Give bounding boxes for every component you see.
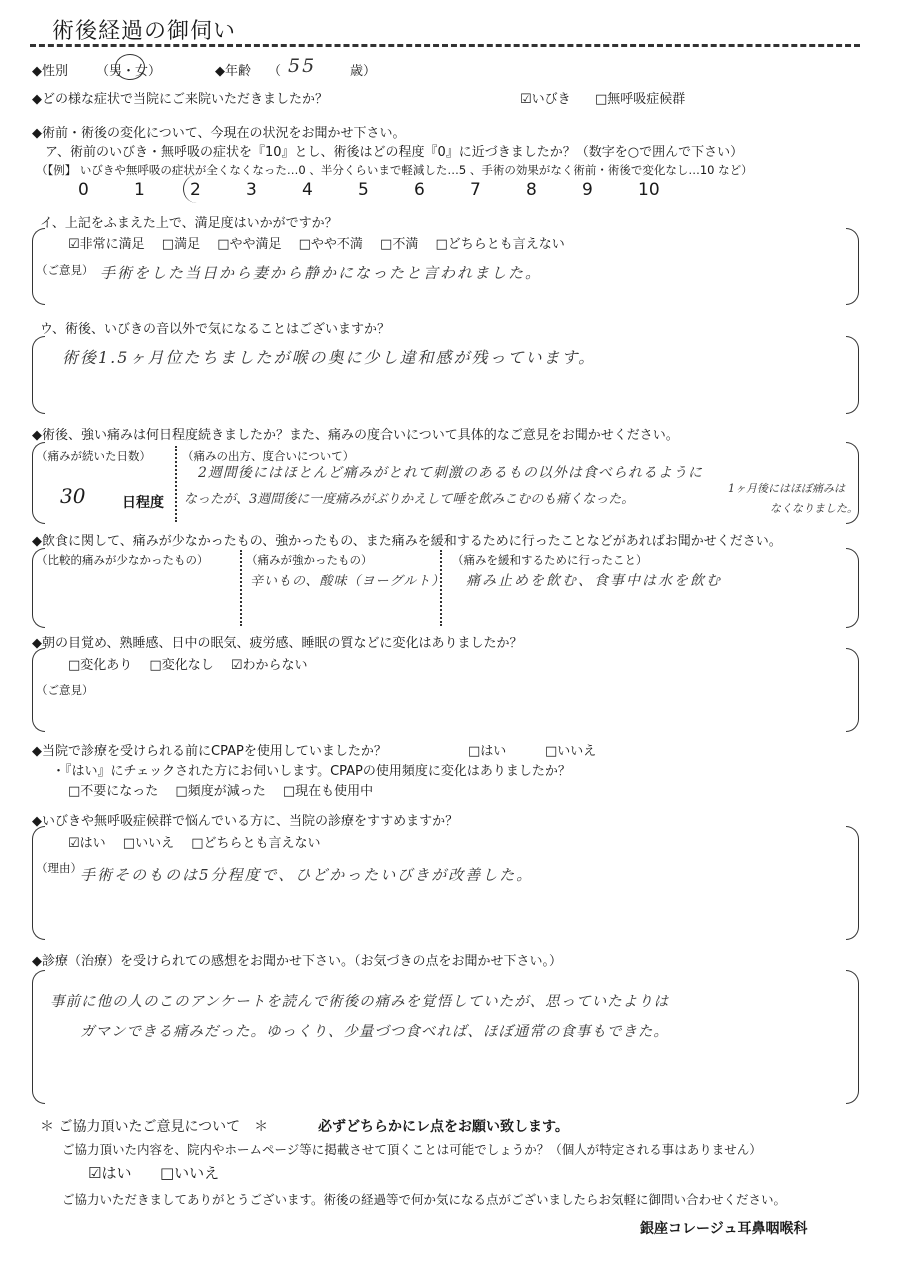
- food-question: ◆飲食に関して、痛みが少なかったもの、強かったもの、また痛みを緩和するために行ったことなどがあればお聞かせください。: [32, 534, 782, 549]
- footer-thanks: ご協力いただきましてありがとうございます。術後の経過等で何か気になる点がございましたらお気軽に御問い合わせください。: [62, 1192, 787, 1207]
- pain-divider: [175, 446, 177, 522]
- scale-2[interactable]: 2: [190, 180, 201, 200]
- age-label: ◆年齢: [215, 64, 251, 79]
- impression-question: ◆診療（治療）を受けられての感想をお聞かせ下さい。（お気づきの点をお聞かせ下さい。）: [32, 954, 562, 969]
- recommend-reason-label: （理由）: [36, 861, 82, 875]
- impression-bracket-right: [846, 970, 859, 1104]
- pain-detail-line3b[interactable]: なくなりました。: [770, 502, 858, 515]
- cpap-frequency-options[interactable]: □不要になった □頻度が減った □現在も使用中: [68, 784, 374, 799]
- change-example: （【例】 いびきや無呼吸の症状が全くなくなった…0 、半分くらいまで軽減した…5 、手術の効果がなく術前・術後で変化なし…10 など）: [36, 163, 753, 177]
- scale-10[interactable]: 10: [638, 180, 660, 200]
- recommend-reason[interactable]: 手術そのものは5分程度で、ひどかったいびきが改善した。: [80, 866, 534, 884]
- pain-question: ◆術後、強い痛みは何日程度続きましたか？また、痛みの度合いについて具体的なご意見をお聞かせください。: [32, 428, 679, 443]
- scale-9[interactable]: 9: [582, 180, 593, 200]
- morning-opinion-label: （ご意見）: [36, 683, 94, 697]
- change-question: ◆術前・術後の変化について、今現在の状況をお聞かせ下さい。: [32, 126, 406, 141]
- morning-question: ◆朝の目覚め、熟睡感、日中の眠気、疲労感、睡眠の質などに変化はありましたか？: [32, 636, 523, 651]
- impression-line1[interactable]: 事前に他の人のこのアンケートを読んで術後の痛みを覚悟していたが、思っていたよりは: [50, 994, 670, 1010]
- scale-6[interactable]: 6: [414, 180, 425, 200]
- clinic-name: 銀座コレージュ耳鼻咽喉科: [640, 1221, 808, 1237]
- food-relief-label: （痛みを緩和するために行ったこと）: [452, 553, 648, 567]
- pain-days-label: （痛みが続いた日数）: [36, 449, 151, 463]
- scale-3[interactable]: 3: [246, 180, 257, 200]
- scale-0[interactable]: 0: [78, 180, 89, 200]
- satisfaction-comment[interactable]: 手術をした当日から妻から静かになったと言われました。: [100, 264, 543, 282]
- food-divider-1: [240, 550, 242, 626]
- recommend-options[interactable]: ☑はい □いいえ □どちらとも言えない: [68, 836, 321, 851]
- pain-detail-label: （痛みの出方、度合いについて）: [182, 449, 355, 463]
- footer-option-yes[interactable]: ☑はい: [88, 1164, 132, 1182]
- change-scale: [78, 180, 694, 200]
- footer-heading: ＊ ご協力頂いたご意見について ＊: [40, 1119, 269, 1135]
- symptom-option-apnea[interactable]: □無呼吸症候群: [595, 92, 686, 107]
- morning-bracket-right: [846, 648, 859, 732]
- food-bracket-right: [846, 548, 859, 628]
- recommend-bracket-left: [32, 826, 45, 940]
- gender-label: ◆性別: [32, 64, 68, 79]
- recommend-question: ◆いびきや無呼吸症候群で悩んでいる方に、当院の診療をすすめますか？: [32, 814, 459, 829]
- other-bracket-right: [846, 336, 859, 414]
- scale-1[interactable]: 1: [134, 180, 145, 200]
- other-comment[interactable]: 術後1.5ヶ月位たちましたが喉の奥に少し違和感が残っています。: [62, 348, 597, 367]
- title-divider: [30, 44, 860, 47]
- satisfaction-question: イ、上記をふまえた上で、満足度はいかがですか？: [40, 216, 338, 231]
- scale-7[interactable]: 7: [470, 180, 481, 200]
- page-title: 術後経過の御伺い: [52, 19, 237, 44]
- food-divider-2: [440, 550, 442, 626]
- cpap-question: ◆当院で診療を受けられる前にCPAPを使用していましたか？: [32, 744, 387, 759]
- food-less-label: （比較的痛みが少なかったもの）: [36, 553, 209, 567]
- food-strong-label: （痛みが強かったもの）: [246, 553, 373, 567]
- morning-options[interactable]: □変化あり □変化なし ☑わからない: [68, 658, 308, 673]
- footer-heading-emphasis: 必ずどちらかにレ点をお願い致します。: [318, 1119, 569, 1135]
- scale-8[interactable]: 8: [526, 180, 537, 200]
- age-unit: 歳）: [350, 64, 377, 79]
- gender-circle-mark: [115, 54, 145, 80]
- symptom-question: ◆どの様な症状で当院にご来院いただきましたか？: [32, 92, 328, 107]
- gender-options[interactable]: （男・女）: [96, 64, 162, 79]
- food-relief-value[interactable]: 痛み止めを飲む、食事中は水を飲む: [466, 573, 722, 589]
- pain-detail-line3a[interactable]: 1ヶ月後にはほぼ痛みは: [728, 482, 845, 495]
- satisfaction-bracket-right: [846, 228, 859, 305]
- impression-line2[interactable]: ガマンできる痛みだった。ゆっくり、少量づつ食べれば、ほぼ通常の食事もできた。: [80, 1024, 669, 1040]
- cpap-option-yes[interactable]: □はい: [468, 744, 507, 759]
- scale-circle-mark: [183, 175, 210, 203]
- satisfaction-options[interactable]: ☑非常に満足 □満足 □やや満足 □やや不満 □不満 □どちらとも言えない: [68, 237, 565, 252]
- recommend-bracket-right: [846, 826, 859, 940]
- pain-detail-line2[interactable]: なったが、3週間後に一度痛みがぶりかえして唾を飲みこむのも痛くなった。: [184, 492, 635, 507]
- pain-days-value[interactable]: 30: [60, 484, 86, 508]
- scale-4[interactable]: 4: [302, 180, 313, 200]
- cpap-frequency-question: ・『はい』にチェックされた方にお伺いします。CPAPの使用頻度に変化はありましたか？: [52, 764, 571, 779]
- change-question-a: ア、術前のいびき・無呼吸の症状を『10』とし、術後はどの程度『0』に近づきましたか？（数字を○で囲んで下さい）: [45, 145, 744, 160]
- other-question: ウ、術後、いびきの音以外で気になることはございますか？: [40, 322, 390, 337]
- pain-detail-line1[interactable]: 2週間後にはほとんど痛みがとれて刺激のあるもの以外は食べられるように: [198, 465, 703, 481]
- cpap-option-no[interactable]: □いいえ: [545, 744, 597, 759]
- impression-bracket-left: [32, 970, 45, 1104]
- footer-question: ご協力頂いた内容を、院内やホームページ等に掲載させて頂くことは可能でしょうか？（個人が特定される事はありません）: [62, 1142, 762, 1157]
- pain-days-unit: 日程度: [122, 495, 164, 511]
- age-value[interactable]: 55: [288, 55, 317, 77]
- symptom-option-snoring[interactable]: ☑いびき: [520, 92, 571, 107]
- footer-option-no[interactable]: □いいえ: [160, 1164, 220, 1182]
- age-open-paren: （: [268, 64, 282, 79]
- satisfaction-opinion-label: （ご意見）: [36, 263, 94, 277]
- scale-5[interactable]: 5: [358, 180, 369, 200]
- other-bracket-left: [32, 336, 45, 414]
- food-strong-value[interactable]: 辛いもの、酸味（ヨーグルト）: [250, 574, 446, 589]
